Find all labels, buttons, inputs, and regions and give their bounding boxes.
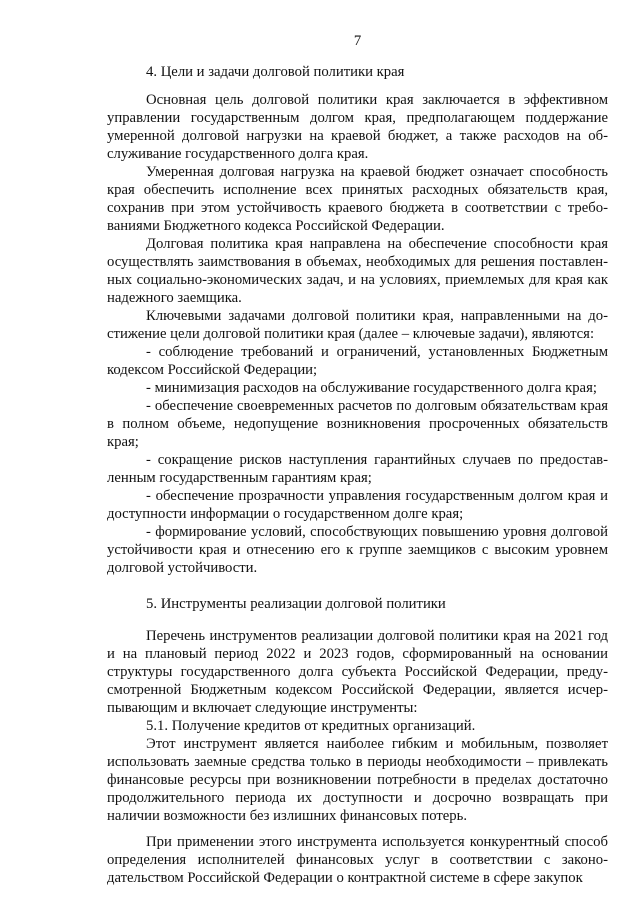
section-5-subsection-5-1: 5.1. Получение кредитов от кредитных организаций. (146, 718, 476, 734)
section-4-list-item-4: - сокращение рисков наступления гарантийных случаев по предоставленным государственным гарантиям края; (107, 452, 608, 486)
section-4-list-item-3: - обеспечение своевременных расчетов по долговым обязательствам края в полном объеме, недопущение возникновения просроченных обязательств края; (107, 398, 608, 450)
section-4-list-item-1: - соблюдение требований и ограничений, установленных Бюджетным кодексом Российской Федерации; (107, 344, 608, 378)
section-4-paragraph-4: Ключевыми задачами долговой политики края, направленными на достижение цели долговой политики края (далее – ключевые задачи), являются: (107, 308, 608, 342)
section-5-paragraph-3: При применении этого инструмента используется конкурентный способ определения исполнителей финансовых услуг в соответствии с законодательством Российской Федерации о контрактной системе в сфере закупок (107, 834, 608, 886)
section-4-paragraph-1: Основная цель долговой политики края заключается в эффективном управлении государственным долгом края, предполагающем поддержание умеренной долговой нагрузки на краевой бюджет, а также расходов на обслуживание государственного долга края. (107, 92, 608, 162)
section-4-list-item-5: - обеспечение прозрачности управления государственным долгом края и доступности информации о государственном долге края; (107, 488, 608, 522)
section-5-heading: 5. Инструменты реализации долговой политики (146, 596, 446, 612)
section-4-list-item-6: - формирование условий, способствующих повышению уровня долговой устойчивости края и отнесению его к группе заемщиков с высоким уровнем долговой устойчивости. (107, 524, 608, 576)
section-5-paragraph-1: Перечень инструментов реализации долговой политики края на 2021 год и на плановый период 2022 и 2023 годов, сформированный на основании структуры государственного долга субъекта Российской Федерации, предусмотренной Бюджетным кодексом Российской Федерации, является исчерпывающим и включает следующие инструменты: (107, 628, 608, 716)
section-4-heading: 4. Цели и задачи долговой политики края (146, 64, 405, 80)
section-4-list-item-2: - минимизация расходов на обслуживание государственного долга края; (146, 380, 597, 396)
section-4-paragraph-2: Умеренная долговая нагрузка на краевой бюджет означает способность края обеспечить исполнение всех принятых расходных обязательств края, сохранив при этом устойчивость краевого бюджета в соответствии с требованиями Бюджетного кодекса Российской Федерации. (107, 164, 608, 234)
section-5-paragraph-2: Этот инструмент является наиболее гибким и мобильным, позволяет использовать заемные средства только в периоды необходимости – привлекать финансовые ресурсы при возникновении потребности в пределах достаточно продолжительного периода их доступности и досрочно возвращать при наличии возможности без излишних финансовых потерь. (107, 736, 608, 824)
section-4-paragraph-3: Долговая политика края направлена на обеспечение способности края осуществлять заимствования в объемах, необходимых для решения поставленных социально-экономических задач, и на условиях, приемлемых для края как надежного заемщика. (107, 236, 608, 306)
page-number: 7 (353, 33, 362, 49)
